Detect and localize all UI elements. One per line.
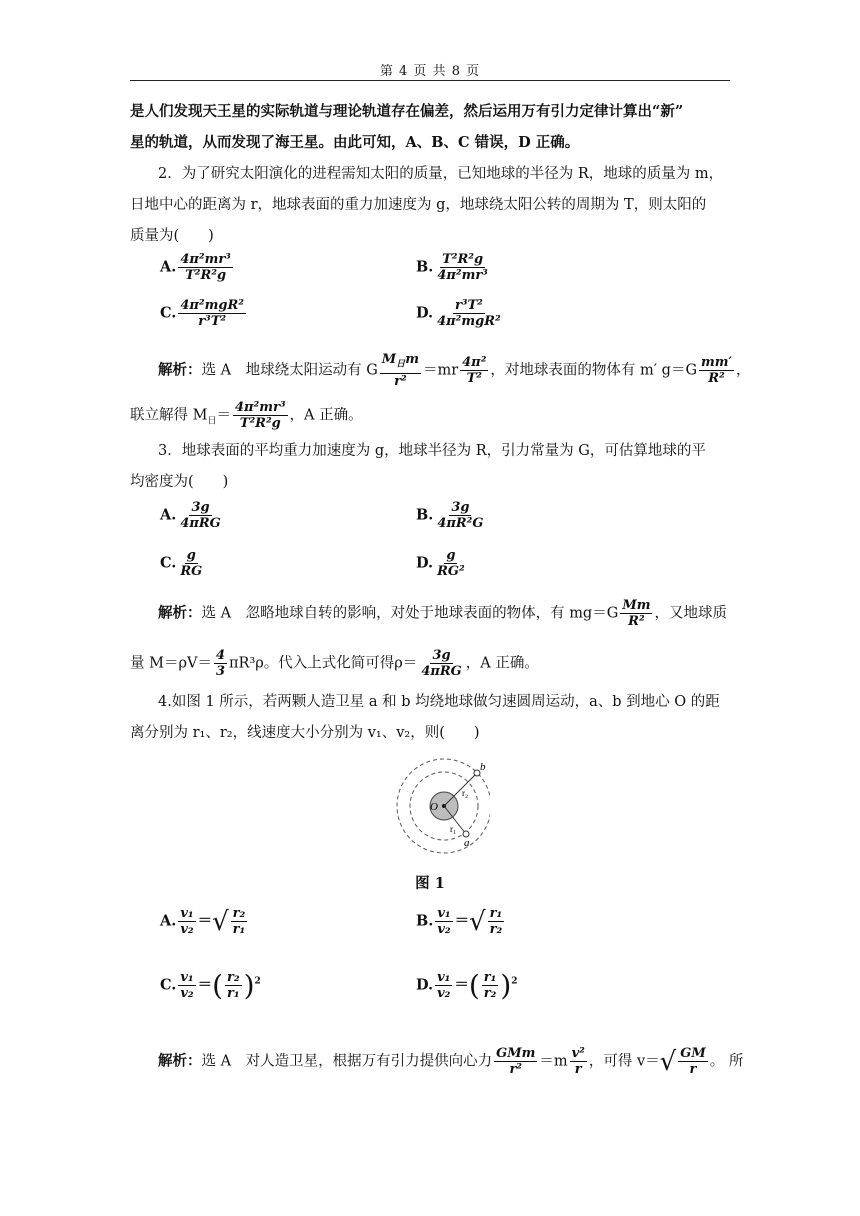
header-rule — [130, 80, 730, 81]
q2-option-a: A. $\frac{\text{4π²mr³}}{\text{T²R²g}}$ — [160, 252, 231, 283]
q2-option-b: B. $\frac{\text{T²R²g}}{\text{4π²mr³}}$ — [416, 252, 488, 283]
satellite-orbit-figure — [370, 756, 490, 866]
q4-option-b: B. $\frac{\text{v₁}}{\text{v₂}}$ ＝√ $\frac{\text{r₁}}{\text{r₂}}$ — [416, 906, 503, 937]
figure-caption: 图 1 — [415, 875, 445, 892]
label-r2: r₂ — [462, 788, 469, 798]
question-3-line: 均密度为( ) — [130, 474, 229, 490]
question-4-line: 离分别为 r₁、r₂，线速度大小分别为 v₁、v₂，则( ) — [130, 725, 480, 741]
question-3-line: 3．地球表面的平均重力加速度为 g，地球半径为 R，引力常量为 G，可估算地球的平 — [158, 443, 706, 459]
label-r1: r₁ — [450, 824, 457, 834]
label-o: O — [430, 801, 438, 813]
q4-option-a: A. $\frac{\text{v₁}}{\text{v₂}}$ ＝√ $\frac{\text{r₂}}{\text{r₁}}$ — [160, 906, 246, 937]
page-header: 第 4 页 共 8 页 — [379, 64, 481, 79]
q2-option-c: C. $\frac{\text{4π²mgR²}}{\text{r³T²}}$ — [160, 298, 244, 329]
label-a: a — [464, 837, 470, 849]
question-2-line: 质量为( ) — [130, 228, 214, 244]
paragraph-line: 是人们发现天王星的实际轨道与理论轨道存在偏差，然后运用万有引力定律计算出“新” — [130, 103, 684, 120]
question-2-line: 2．为了研究太阳演化的进程需知太阳的质量，已知地球的半径为 R，地球的质量为 m， — [158, 166, 724, 182]
q3-option-d: D. $\frac{g}{\text{RG²}}$ — [416, 548, 465, 579]
q2-solution-line: 联立解得 $M_日=$ $\frac{\text{4π²mr³}}{\text{T²R²g}}$ ，A 正确。 — [130, 400, 363, 431]
q2-solution-line: 解析：选 A 地球绕太阳运动有 G $\frac{M_日m}{\text{r²}}$ ＝mr $\frac{\text{4π²}}{\text{T²}}$ ，对地球表面的物体有 m′ g＝G $\frac{mm'}{\text{R²}}$ ， — [158, 352, 751, 389]
q3-option-a: A. $\frac{3g}{\text{4πRG}}$ — [160, 500, 221, 531]
q3-solution-line: 量 M＝ρV＝ $\frac{4}{3}$ πR³ρ。代入上式化简可得ρ＝ $\frac{3g}{\text{4πRG}}$ ，A 正确。 — [130, 648, 539, 679]
q4-option-c: C. $\frac{\text{v₁}}{\text{v₂}}$ ＝( $\frac{\text{r₂}}{\text{r₁}}$ )$^2$ — [160, 968, 261, 1002]
q2-option-d: D. $\frac{\text{r³T²}}{\text{4π²mgR²}}$ — [416, 298, 501, 329]
q3-solution-line: 解析：选 A 忽略地球自转的影响，对处于地球表面的物体，有 mg＝G $\frac{Mm}{\text{R²}}$ ，又地球质 — [158, 598, 727, 629]
label-b: b — [480, 761, 486, 773]
question-2-line: 日地中心的距离为 r，地球表面的重力加速度为 g，地球绕太阳公转的周期为 T，则太阳的 — [130, 197, 707, 213]
paragraph-line: 星的轨道，从而发现了海王星。由此可知，A、B、C 错误，D 正确。 — [130, 134, 580, 151]
question-4-line: 4.如图 1 所示，若两颗人造卫星 a 和 b 均绕地球做匀速圆周运动，a、b 到地心 O 的距 — [158, 694, 720, 710]
q4-solution-line: 解析：选 A 对人造卫星，根据万有引力提供向心力 $\frac{\text{GMm}}{\text{r²}}$ ＝m $\frac{\text{v²}}{r}$ ，可得 v＝√ $\frac{GM}{r}$ 。 所 — [158, 1046, 744, 1077]
q4-option-d: D. $\frac{\text{v₁}}{\text{v₂}}$ ＝( $\frac{\text{r₁}}{\text{r₂}}$ )$^2$ — [416, 968, 518, 1002]
q3-option-c: C. $\frac{g}{RG}$ — [160, 548, 203, 579]
q3-option-b: B. $\frac{3g}{\text{4πR²G}}$ — [416, 500, 484, 531]
